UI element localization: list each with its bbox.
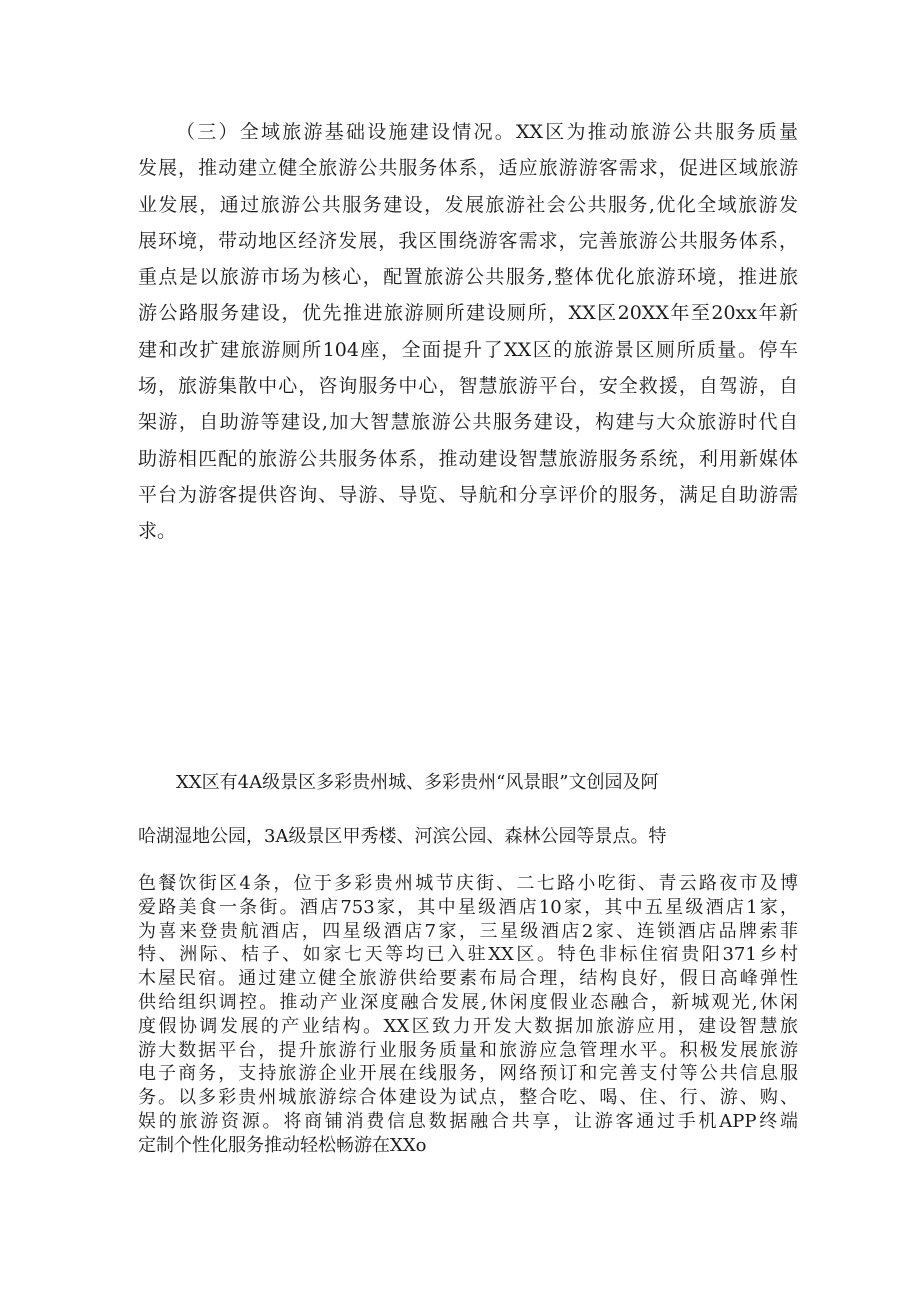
paragraph-line: 游公路服务建设，优先推进旅游厕所建设厕所，XX区20XX年至20xx年新 <box>138 302 798 325</box>
paragraph-line: （三）全域旅游基础设施建设情况。XX区为推动旅游公共服务质量 <box>176 121 798 143</box>
paragraph-line: 为喜来登贵航酒店，四星级酒店7家，三星级酒店2家、连锁酒店品牌索菲 <box>138 920 798 942</box>
paragraph-line: 场，旅游集散中心，咨询服务中心，智慧旅游平台，安全救援，自驾游，自 <box>138 375 798 398</box>
paragraph-line: 平台为游客提供咨询、导游、导览、导航和分享评价的服务，满足自助游需 <box>138 483 798 506</box>
paragraph-line: 色餐饮街区4条，位于多彩贵州城节庆街、二七路小吃街、青云路夜市及博 <box>138 873 798 894</box>
paragraph-line: 爱路美食一条街。酒店753家，其中星级酒店10家，其中五星级酒店1家， <box>138 896 798 918</box>
paragraph-line: 建和改扩建旅游厕所104座，全面提升了XX区的旅游景区厕所质量。停车 <box>138 338 798 361</box>
paragraph-line: 娱的旅游资源。将商铺消费信息数据融合共享，让游客通过手机APP终端 <box>138 1110 798 1132</box>
paragraph-line: 发展，推动建立健全旅游公共服务体系，适应旅游游客需求，促进区域旅游 <box>138 157 798 180</box>
paragraph-line: 重点是以旅游市场为核心，配置旅游公共服务,整体优化旅游环境，推进旅 <box>138 266 798 289</box>
scenic-spots-line-2: 哈湖湿地公园，3A级景区甲秀楼、河滨公园、森林公园等景点。特 <box>138 826 667 847</box>
paragraph-line: 电子商务，支持旅游企业开展在线服务，网络预订和完善支付等公共信息服 <box>138 1063 798 1085</box>
paragraph-line: 求。 <box>138 520 177 543</box>
paragraph-line: 木屋民宿。通过建立健全旅游供给要素布局合理，结构良好，假日高峰弹性 <box>138 968 798 990</box>
paragraph-line: 业发展，通过旅游公共服务建设，发展旅游社会公共服务,优化全域旅游发 <box>138 193 798 216</box>
paragraph-line: 定制个性化服务推动轻松畅游在XXo <box>138 1134 427 1156</box>
paragraph-line: 游大数据平台，提升旅游行业服务质量和旅游应急管理水平。积极发展旅游 <box>138 1039 798 1061</box>
paragraph-line: 务。以多彩贵州城旅游综合体建设为试点，整合吃、喝、住、行、游、购、 <box>138 1087 798 1109</box>
paragraph-line: 供给组织调控。推动产业深度融合发展,休闲度假业态融合，新城观光,休闲 <box>138 991 798 1013</box>
paragraph-line: 架游，自助游等建设,加大智慧旅游公共服务建设，构建与大众旅游时代自 <box>138 411 798 434</box>
section-catering-hotel-paragraph <box>138 872 798 1158</box>
paragraph-line: 助游相匹配的旅游公共服务体系，推动建设智慧旅游服务系统，利用新媒体 <box>138 447 798 470</box>
paragraph-line: 特、洲际、桔子、如家七天等均已入驻XX区。特色非标住宿贵阳371乡村 <box>138 944 798 966</box>
section-infrastructure-paragraph <box>138 114 798 550</box>
paragraph-line: 展环境，带动地区经济发展，我区围绕游客需求，完善旅游公共服务体系， <box>138 229 798 252</box>
scenic-spots-line-1: XX区有4A级景区多彩贵州城、多彩贵州“风景眼”文创园及阿 <box>176 772 659 793</box>
paragraph-line: 度假协调发展的产业结构。XX区致力开发大数据加旅游应用，建设智慧旅 <box>138 1015 798 1037</box>
